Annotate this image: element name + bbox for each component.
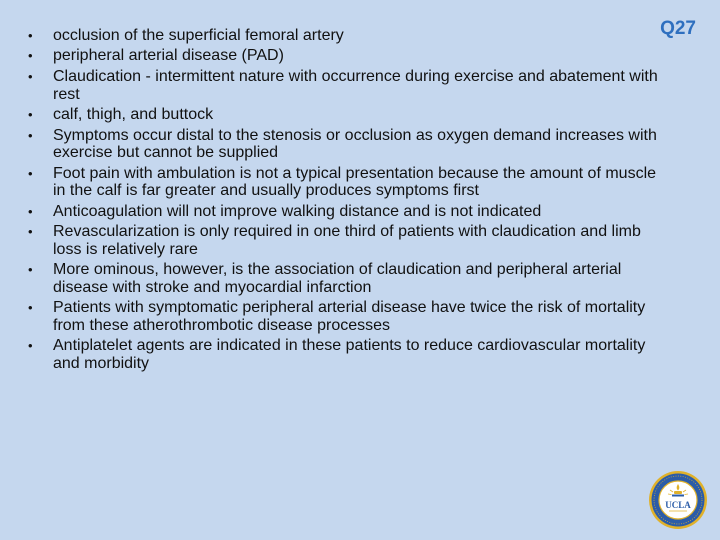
list-item [28,106,668,124]
bullet-text: peripheral arterial disease (PAD) [53,47,284,65]
list-item [28,261,668,296]
bullet-text: Symptoms occur distal to the stenosis or occlusion as oxygen demand increases with exercise but cannot be supplied [53,126,657,162]
bullet-icon: • [28,48,33,64]
list-item [28,68,668,103]
list-item [28,203,668,221]
list-item [28,337,668,372]
bullet-icon: • [28,107,33,123]
bullet-text: Anticoagulation will not improve walking distance and is not indicated [53,202,542,220]
logo-text: UCLA [665,500,691,510]
bullet-icon: • [28,338,33,354]
bullet-text: Patients with symptomatic peripheral arterial disease have twice the risk of mortality from these atherothrombotic disease processes [53,299,646,334]
list-item [28,47,668,65]
list-item [28,223,668,258]
bullet-text: occlusion of the superficial femoral artery [53,27,344,44]
bullet-text: Revascularization is only required in one third of patients with claudication and limb loss is relatively rare [53,223,641,258]
list-item [28,165,668,200]
bullet-list [28,27,668,375]
question-label: Q27 [660,18,696,39]
bullet-text: Foot pain with ambulation is not a typical presentation because the amount of muscle in the calf is far greater and usually produces symptoms first [53,164,657,200]
list-item [28,27,668,45]
bullet-icon: • [28,165,33,181]
bullet-text: Antiplatelet agents are indicated in these patients to reduce cardiovascular mortality and morbidity [53,337,646,372]
bullet-icon: • [28,127,33,143]
ucla-seal-logo [648,470,708,530]
bullet-text: Claudication - intermittent nature with occurrence during exercise and abatement with rest [53,67,658,103]
bullet-icon: • [28,300,33,316]
list-item [28,299,668,334]
bullet-icon: • [28,262,33,278]
bullet-icon: • [28,203,33,219]
bullet-icon: • [28,224,33,240]
bullet-icon: • [28,28,33,43]
bullet-text: More ominous, however, is the association of claudication and peripheral arterial disease with stroke and myocardial infarction [53,261,622,296]
bullet-text: calf, thigh, and buttock [53,106,214,124]
bullet-icon: • [28,68,33,84]
list-item [28,127,668,162]
